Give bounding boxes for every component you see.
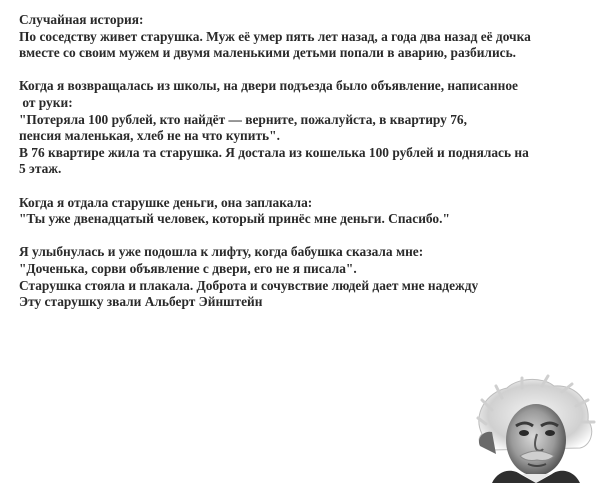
story-line: В 76 квартире жила та старушка. Я достала из кошелька 100 рублей и поднялась на [19,144,529,160]
story-line: Я улыбнулась и уже подошла к лифту, когда бабушка сказала мне: [19,244,424,260]
story-line: Когда я отдала старушке деньги, она заплакала: [19,194,313,210]
story-title: Случайная история: [19,12,144,27]
einstein-portrait-icon [462,374,604,483]
story-paragraph [19,244,589,310]
story-line: вместе со своим мужем и двумя маленькими детьми попали в аварию, разбились. [19,45,517,61]
story-paragraph [19,78,589,178]
story-line: По соседству живет старушка. Муж её умер пять лет назад, а года два назад её дочка [19,28,531,44]
story-line: 5 этаж. [19,161,62,177]
story-line: пенсия маленькая, хлеб не на что купить". [19,128,280,144]
story-line: Старушка стояла и плакала. Доброта и сочувствие людей дает мне надежду [19,277,479,293]
story-line: от руки: [19,94,73,110]
story-title-block [19,12,589,62]
story-line: Эту старушку звали Альберт Эйнштейн [19,294,263,310]
story-line: Когда я возвращалась из школы, на двери подъезда было объявление, написанное [19,78,518,94]
story-line: "Доченька, сорви объявление с двери, его не я писала". [19,260,357,276]
story-line: "Ты уже двенадцатый человек, который принёс мне деньги. Спасибо." [19,211,450,227]
story-text [19,12,589,327]
story-paragraph [19,195,589,228]
story-line: "Потеряла 100 рублей, кто найдёт — верните, пожалуйста, в квартиру 76, [19,111,467,127]
